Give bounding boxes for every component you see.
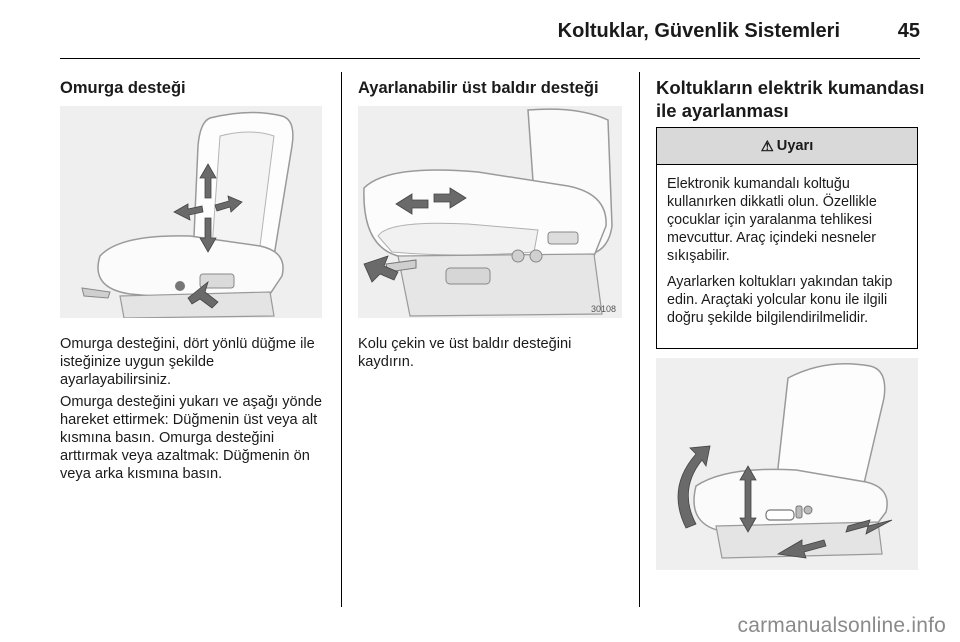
lumbar-support-intro: Omurga desteğini, dört yönlü düğme ile isteğinize uygun şekilde ayarlayabilirsiniz.	[60, 336, 315, 388]
thigh-support-heading: Ayarlanabilir üst baldır desteği	[358, 79, 599, 97]
figure-number: 30108	[590, 304, 616, 314]
warning-box	[656, 127, 918, 349]
page-number: 45	[897, 20, 920, 42]
lumbar-support-illustration	[60, 106, 322, 318]
lumbar-support-instructions: Omurga desteğini yukarı ve aşağı yönde hareket ettirmek: Düğmenin üst veya alt kısmına basın. Omurga desteğini arttırmak veya azaltmak: Düğmenin ön veya arka kısmına basın.	[60, 394, 323, 482]
warning-body	[657, 165, 917, 327]
warning-title: Uyarı	[776, 138, 814, 154]
thigh-support-illustration	[358, 106, 622, 318]
column-divider-1	[341, 72, 342, 607]
header-title: Koltuklar, Güvenlik Sistemleri	[557, 20, 840, 42]
warning-paragraph-2: Ayarlarken koltukları yakından takip edin. Araçtaki yolcular konu ile ilgili doğru şekilde bilgilendirilmelidir.	[667, 274, 893, 326]
watermark: carmanualsonline.info	[737, 614, 946, 637]
page-header	[60, 18, 920, 59]
electric-seat-heading: Koltukların elektrik kumandası ile ayarlanması	[656, 77, 925, 121]
warning-header	[657, 128, 917, 165]
warning-icon: ⚠	[760, 138, 774, 155]
lumbar-support-heading: Omurga desteği	[60, 79, 186, 97]
thigh-support-instructions: Kolu çekin ve üst baldır desteğini kaydırın.	[358, 336, 572, 370]
column-divider-2	[639, 72, 640, 607]
warning-paragraph-1: Elektronik kumandalı koltuğu kullanırken dikkatli olun. Özellikle çocuklar için yaralanma tehlikesi mevcuttur. Araç içindeki nesneler sıkışabilir.	[667, 176, 877, 264]
electric-seat-illustration	[656, 358, 918, 570]
